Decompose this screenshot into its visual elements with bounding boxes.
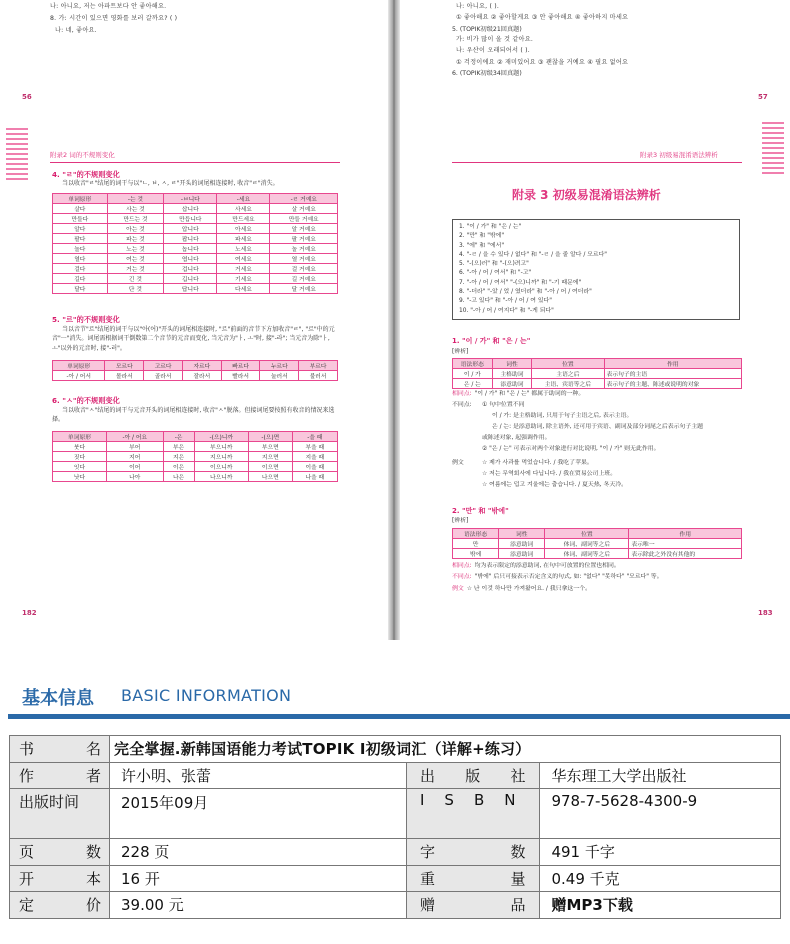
table-cell: 添意助词 (492, 379, 532, 389)
example-label: 例文 (452, 586, 464, 592)
table-cell: 나아 (107, 472, 164, 482)
table4-header-cell: -ㅂ니다 (164, 194, 217, 204)
table-cell: 지어 (107, 452, 164, 462)
table-cell: 부으니까 (194, 442, 248, 452)
table-cell: 나으니까 (194, 472, 248, 482)
rtable2-header-cell: 词性 (499, 529, 545, 539)
table-cell: 열 거예요 (270, 254, 338, 264)
table-cell: 만드는 것 (107, 214, 164, 224)
table-cell: 잘라서 (182, 371, 221, 381)
list-item: 4. "-ㄹ / 을 수 있다 / 없다" 和 "-ㄹ / 을 줄 알다 / 모르다" (459, 251, 607, 258)
table-cell: 살다 (53, 204, 108, 214)
table-4-rieul (52, 193, 338, 294)
weight-key: 重量 (407, 865, 540, 892)
table-row (53, 224, 338, 234)
table-cell: 압니다 (164, 224, 217, 234)
table-cell: 添意助词 (499, 539, 545, 549)
format-key: 开本 (10, 865, 110, 892)
table-row (53, 204, 338, 214)
table-cell: 이은 (163, 462, 194, 472)
publisher-value: 华东理工大学出版社 (540, 762, 781, 789)
right-top-line-7: 6. (TOPIK初级34回真题) (452, 70, 522, 77)
table6-header-cell: 单词原形 (53, 432, 107, 442)
left-edge-stripes (6, 128, 28, 180)
left-page (0, 0, 388, 640)
table-cell: 여는 것 (107, 254, 164, 264)
right-top-line-3: 5. (TOPIK初级21回真题) (452, 26, 522, 33)
basic-info-title-zh: 基本信息 (22, 688, 94, 709)
pages-key: 页数 (10, 839, 110, 866)
table-cell: 팔다 (53, 234, 108, 244)
left-page-number: 56 (22, 93, 32, 101)
left-top-line-3: 나: 네, 좋아요. (55, 27, 97, 34)
table-cell: 놀 거예요 (270, 244, 338, 254)
diff-line: ② "은 / 는" 可表示对两个对象进行对比说明, "이 / 가" 则无此作用。 (482, 446, 660, 452)
table-cell: 나은 (163, 472, 194, 482)
diff-label-1: 不同点: (452, 402, 472, 408)
basic-info-rule (8, 714, 790, 719)
right-running-rule (452, 162, 742, 163)
table-cell: 다세요 (217, 284, 270, 294)
author-value: 许小明、张蕾 (110, 762, 407, 789)
table-cell: 부으면 (248, 442, 292, 452)
table-cell: 엽니다 (164, 254, 217, 264)
right-bottom-page-number: 183 (758, 609, 773, 617)
table5-header-cell: 부르다 (299, 361, 338, 371)
table-cell: 노세요 (217, 244, 270, 254)
left-running-head: 附录2 词的不规则变化 (50, 151, 115, 159)
rtable1-header (453, 359, 742, 369)
rtable2-header-cell: 作用 (629, 529, 742, 539)
basic-info-title-en: BASIC INFORMATION (121, 686, 292, 705)
table-cell: 팔 거예요 (270, 234, 338, 244)
table-cell: 살 거예요 (270, 204, 338, 214)
same-point-2 (452, 562, 620, 571)
list-item: 1. "이 / 가" 和 "은 / 는" (459, 224, 522, 230)
same-text-2: 均为表示限定的添意助词, 在句中可放置的位置也相同。 (474, 563, 620, 569)
pages-value: 228 页 (110, 839, 407, 866)
left-top-line-1: 나: 아니요, 저는 아파트보다 안 좋아해요. (50, 3, 167, 10)
list-item: 9. "-고 있다" 和 "-아 / 어 / 여 있다" (459, 298, 552, 305)
diff-line: ① 句中位置不同 (482, 402, 525, 408)
table-cell: 만듭니다 (164, 214, 217, 224)
table4-header-cell: -세요 (217, 194, 270, 204)
table-cell: 사는 것 (107, 204, 164, 214)
table-row (53, 274, 338, 284)
table-cell: 삽니다 (164, 204, 217, 214)
table-row (10, 865, 781, 892)
diff-line: 이 / 가: 是主格助词, 只用于句子主语之后, 表示主语。 (492, 413, 633, 419)
r2-title: 2. "만" 和 "밖에" (452, 507, 509, 515)
table-row (53, 214, 338, 224)
table-cell: 노는 것 (107, 244, 164, 254)
contents-box (452, 219, 740, 320)
table-cell: 팝니다 (164, 234, 217, 244)
table-cell: 겁니다 (164, 264, 217, 274)
sec4-desc: 当以收音"ㄹ"结尾的词干与以"ㄴ, ㅂ, ㅅ, ㄹ"开头的词尾相连接时, 收音"ㄹ"消失。 (62, 180, 279, 187)
book-gutter (388, 0, 400, 640)
table-row (53, 244, 338, 254)
left-top-line-2: 8. 가: 시간이 있으면 영화를 보러 갈까요? ( ) (50, 15, 178, 22)
right-top-line-1: 나: 아니요, ( ). (456, 3, 500, 10)
gift-value: 赠MP3下载 (540, 892, 781, 919)
table-cell: 긴 것 (107, 274, 164, 284)
example-text-2: ☆ 난 이것 하나만 가져왔어요. / 我只拿这一个。 (466, 586, 591, 592)
table6-header-cell: -(으)면 (248, 432, 292, 442)
table6-header-cell: -아 / 어요 (107, 432, 164, 442)
table-row (453, 379, 742, 389)
table-row (53, 234, 338, 244)
table-cell: 添意助词 (499, 549, 545, 559)
diff-point-2 (452, 573, 663, 582)
table-cell: 아는 것 (107, 224, 164, 234)
table-cell: 이으면 (248, 462, 292, 472)
table-cell: 아세요 (217, 224, 270, 234)
table-cell: 길 거예요 (270, 274, 338, 284)
table4-header (53, 194, 338, 204)
price-key: 定价 (10, 892, 110, 919)
price-value: 39.00 元 (110, 892, 407, 919)
format-value: 16 开 (110, 865, 407, 892)
table-cell: 体词、副词等之后 (545, 549, 629, 559)
rtable2-header-cell: 语法形态 (453, 529, 499, 539)
sec4-title: 4. "ㄹ"的不规则变化 (52, 170, 120, 179)
table-cell: 부은 (163, 442, 194, 452)
table-cell: 달 거예요 (270, 284, 338, 294)
book-title-key: 书名 (10, 736, 110, 763)
book-title-value: 完全掌握.新韩国语能力考试TOPIK Ⅰ初级词汇（详解+练习） (110, 736, 781, 763)
table-cell: 이을 때 (292, 462, 337, 472)
table-row (53, 442, 338, 452)
same-label: 相同点: (452, 391, 472, 397)
table6-header (53, 432, 338, 442)
table-cell: 기세요 (217, 274, 270, 284)
right-running-head: 附录3 初级易混淆语法辨析 (640, 151, 718, 159)
sec5-title: 5. "르"的不规则变化 (52, 315, 120, 324)
sec6-title: 6. "ㅅ"的不规则变化 (52, 396, 120, 405)
table-cell: 달다 (53, 284, 108, 294)
list-item: 8. "-더라" "-았 / 었 / 였더라" 和 "-아 / 어 / 여더라" (459, 289, 592, 296)
table-cell: 거세요 (217, 264, 270, 274)
table-cell: 잇다 (53, 462, 107, 472)
table-cell: 体词、副词等之后 (545, 539, 629, 549)
table-row (453, 549, 742, 559)
table-cell: 만들 거예요 (270, 214, 338, 224)
table6-header-cell: -(으)니까 (194, 432, 248, 442)
table-cell: 表示句子的主语 (604, 369, 741, 379)
table-cell: 만드세요 (217, 214, 270, 224)
table5-header-cell: 빠르다 (221, 361, 260, 371)
table-cell: 은 / 는 (453, 379, 493, 389)
table-cell: 지을 때 (292, 452, 337, 462)
same-text-1: "이 / 가" 和 "은 / 는" 都属于助词的一种。 (474, 391, 585, 397)
table-cell: 이 / 가 (453, 369, 493, 379)
table-cell: 알다 (53, 224, 108, 234)
table-row (53, 462, 338, 472)
list-item: 2. "만" 和 "밖에" (459, 233, 505, 240)
table-cell: 깁니다 (164, 274, 217, 284)
rtable2-header (453, 529, 742, 539)
table-cell: 지으니까 (194, 452, 248, 462)
sec5-desc: 当以音节"르"结尾的词干与以"아(어)"开头的词尾相连接时, "르"前面的音节下方加收音"ㄹ", "르"中的元音"ㅡ"消失。词尾需根据词干倒数第二个音节的元音而变化, 当元音为"ㅏ, ㅗ"时, 接"-라"; 当元音为除"ㅏ, ㅗ"以外的元音时, 接"-러"。 (52, 326, 335, 352)
table5-header-cell: 자르다 (182, 361, 221, 371)
list-item: 5. "-(으)러" 和 "-(으)려고" (459, 261, 529, 268)
right-top-line-5: 나: 우산이 오래되어서 ( ). (456, 47, 530, 54)
table-cell: 낫다 (53, 472, 107, 482)
weight-value: 0.49 千克 (540, 865, 781, 892)
table-row (53, 472, 338, 482)
table4-header-cell: -ㄹ 거예요 (270, 194, 338, 204)
table-row (10, 736, 781, 763)
same-label: 相同点: (452, 563, 472, 569)
right-page-number: 57 (758, 93, 768, 101)
table-row (10, 762, 781, 789)
table5-header-cell: 고르다 (144, 361, 183, 371)
table-cell: 골라서 (144, 371, 183, 381)
table-cell: 이어 (107, 462, 164, 472)
table-cell: 파는 것 (107, 234, 164, 244)
table-cell: 만들다 (53, 214, 108, 224)
table6-header-cell: -을 때 (292, 432, 337, 442)
table-cell: 主语之后 (532, 369, 604, 379)
table-cell: 지은 (163, 452, 194, 462)
list-item: 3. "에" 和 "에서" (459, 242, 505, 249)
table-row (10, 789, 781, 839)
table-cell: 나을 때 (292, 472, 337, 482)
sec6-desc: 当以收音"ㅅ"结尾的词干与元音开头的词尾相连接时, 收音"ㅅ"脱落。但接词尾要按照有收音的情况来选择。 (52, 407, 335, 424)
table4-header-cell: -는 것 (107, 194, 164, 204)
diff-text-2: "밖에" 后只可接表示否定含义的句式, 如: "없다" "못하다" "모르다" 等。 (474, 574, 663, 580)
appendix-title: 附录 3 初级易混淆语法辨析 (512, 188, 661, 202)
table-row (53, 452, 338, 462)
table-cell: 짓다 (53, 452, 107, 462)
rtable1-header-cell: 语法形态 (453, 359, 493, 369)
table-row (53, 264, 338, 274)
r1-title: 1. "이 / 가" 和 "은 / 는" (452, 337, 531, 345)
table-row (53, 254, 338, 264)
table-cell: 여세요 (217, 254, 270, 264)
table-cell: 表示除此之外没有其他的 (629, 549, 742, 559)
table5-header-cell: 모르다 (105, 361, 144, 371)
table-cell: 놉니다 (164, 244, 217, 254)
diff-line: 은 / 는: 是添意助词, 除主语外, 还可用于宾语、副词及部分词尾之后表示句子主题 (492, 424, 704, 430)
same-point-1 (452, 390, 584, 399)
table-r2-particles (452, 528, 742, 559)
isbn-key: ISBN (407, 789, 540, 839)
right-top-line-6: ① 걱정이에요 ② 재미있어요 ③ 괜찮을 거예요 ④ 필요 없어요 (456, 59, 629, 66)
example-line: ☆ 제가 사과를 먹었습니다. / 我吃了苹果。 (482, 460, 593, 466)
table-cell: 열다 (53, 254, 108, 264)
analysis-label-2: [辨析] (452, 518, 469, 524)
table-cell: 사세요 (217, 204, 270, 214)
table-5-reu (52, 360, 338, 381)
table4-header-cell: 单词原形 (53, 194, 108, 204)
table-cell: 부어 (107, 442, 164, 452)
right-top-line-4: 가: 비가 많이 올 것 같아요. (456, 36, 534, 43)
example-line: ☆ 저는 무역회사에 다닙니다. / 我在贸易公司上班。 (482, 471, 617, 477)
analysis-label-1: [辨析] (452, 349, 469, 355)
table-row (453, 539, 742, 549)
table5-header-cell: 누르다 (260, 361, 299, 371)
table-cell: 길다 (53, 274, 108, 284)
table5-header (53, 361, 338, 371)
author-key: 作者 (10, 762, 110, 789)
table-row (10, 892, 781, 919)
right-top-line-2: ① 좋아해요 ② 좋아할게요 ③ 안 좋아해요 ④ 좋아하지 마세요 (456, 14, 629, 21)
word-count-key: 字数 (407, 839, 540, 866)
rtable1-header-cell: 词性 (492, 359, 532, 369)
table-cell: 붓다 (53, 442, 107, 452)
diff-line: 或陈述对象, 起强调作用。 (482, 435, 551, 441)
table-cell: 답니다 (164, 284, 217, 294)
left-bottom-page-number: 182 (22, 609, 37, 617)
table-cell: 主语、宾语等之后 (532, 379, 604, 389)
list-item: 10. "-아 / 어 / 여지다" 和 "-게 되다" (459, 307, 554, 314)
left-running-rule (50, 162, 340, 163)
table-cell: 밖에 (453, 549, 499, 559)
list-item: 7. "-아 / 어 / 여서" "-(으)니까" 和 "-기 때문에" (459, 279, 582, 286)
table-cell: 거는 것 (107, 264, 164, 274)
table6-header-cell: -은 (163, 432, 194, 442)
publisher-key: 出版社 (407, 762, 540, 789)
table-cell: 지으면 (248, 452, 292, 462)
rtable1-header-cell: 作用 (604, 359, 741, 369)
table-cell: 表示句子的主题、陈述或说明的对象 (604, 379, 741, 389)
rtable1-header-cell: 位置 (532, 359, 604, 369)
pub-date-value: 2015年09月 (110, 789, 407, 839)
list-item: 6. "-아 / 어 / 여서" 和 "-고" (459, 270, 532, 277)
basic-info-table (9, 735, 781, 919)
table-cell: 단 것 (107, 284, 164, 294)
example-label-1: 例文 (452, 460, 464, 466)
table-cell: 表示唯一 (629, 539, 742, 549)
table-cell: 나으면 (248, 472, 292, 482)
table5-header-cell: 单词原形 (53, 361, 105, 371)
table-cell: 빨라서 (221, 371, 260, 381)
table-cell: 걸다 (53, 264, 108, 274)
table-cell: 몰라서 (105, 371, 144, 381)
table-cell: 놀다 (53, 244, 108, 254)
table-cell: -아 / 어서 (53, 371, 105, 381)
table-row (53, 284, 338, 294)
right-edge-stripes (762, 122, 784, 174)
example-point-2 (452, 585, 591, 594)
right-page (400, 0, 790, 640)
isbn-value: 978-7-5628-4300-9 (540, 789, 781, 839)
table-cell: 불러서 (299, 371, 338, 381)
table-cell: 만 (453, 539, 499, 549)
table-cell: 이으니까 (194, 462, 248, 472)
table-cell: 눌러서 (260, 371, 299, 381)
table-cell: 主格助词 (492, 369, 532, 379)
pub-date-key: 出版时间 (10, 789, 110, 839)
table-row (453, 369, 742, 379)
table-cell: 알 거예요 (270, 224, 338, 234)
table-6-siot (52, 431, 338, 482)
table-row (53, 371, 338, 381)
table-cell: 파세요 (217, 234, 270, 244)
table-cell: 걸 거예요 (270, 264, 338, 274)
table-r1-particles (452, 358, 742, 389)
example-line: ☆ 여름에는 덥고 겨울에는 춥습니다. / 夏天热, 冬天冷。 (482, 482, 628, 488)
word-count-value: 491 千字 (540, 839, 781, 866)
table-cell: 부을 때 (292, 442, 337, 452)
diff-label: 不同点: (452, 574, 472, 580)
table-row (10, 839, 781, 866)
rtable2-header-cell: 位置 (545, 529, 629, 539)
gift-key: 赠品 (407, 892, 540, 919)
